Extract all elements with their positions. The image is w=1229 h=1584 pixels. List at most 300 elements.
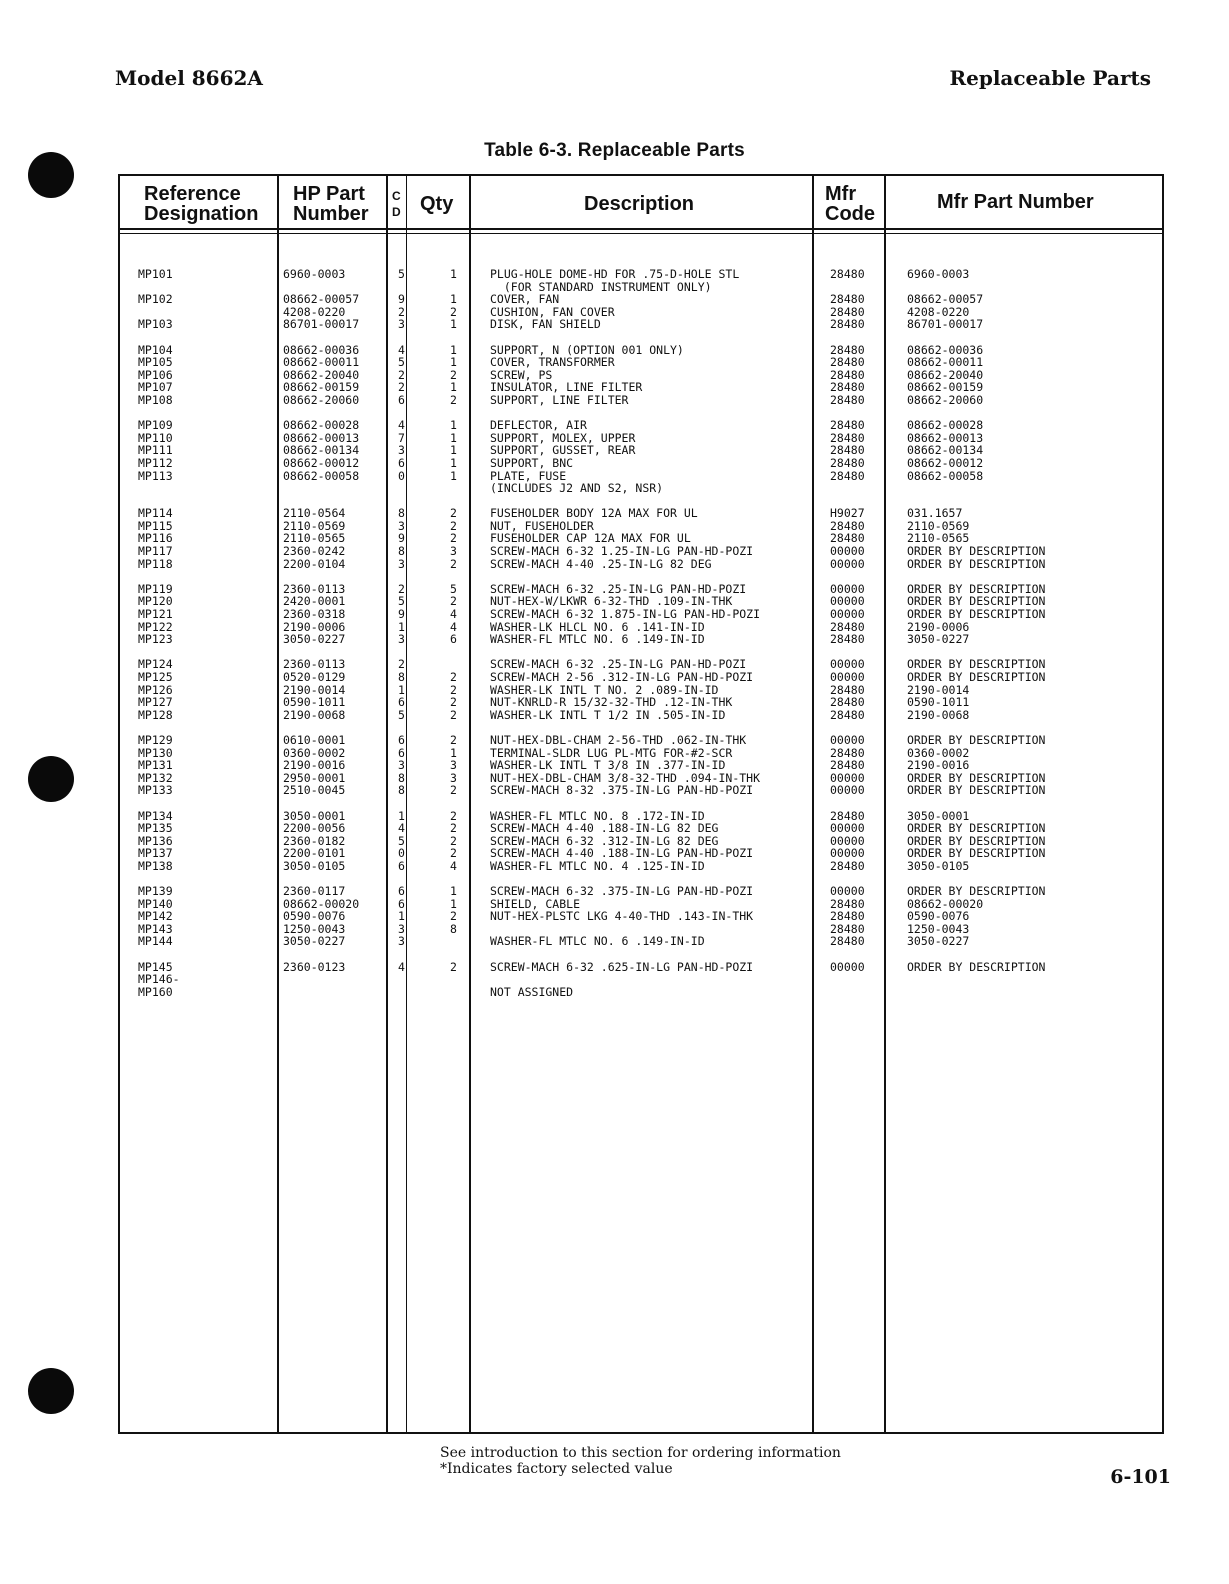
cell-mfr: 00000 — [830, 783, 865, 798]
cell-ref: MP135 — [138, 821, 173, 836]
cell-ref: MP143 — [138, 921, 173, 936]
cell-mfr: 00000 — [830, 670, 865, 684]
cell-mpn: 08662-00159 — [907, 380, 984, 395]
cell-desc: SCREW-MACH 8-32 .375-IN-LG PAN-HD-POZI — [490, 783, 754, 798]
cell-ref: MP104 — [138, 342, 173, 357]
cell-mpn: ORDER BY DESCRIPTION — [907, 770, 1046, 785]
parts-table — [118, 174, 1164, 1434]
table-row — [120, 281, 1166, 294]
cell-qty: 2 — [450, 594, 457, 609]
cell-cd: 6 — [398, 896, 405, 911]
cell-mfr: 28480 — [830, 267, 865, 281]
cell-ref: MP120 — [138, 594, 173, 609]
cell-cd: 9 — [398, 531, 405, 546]
cell-mpn: ORDER BY DESCRIPTION — [907, 821, 1046, 836]
cell-ref: MP144 — [138, 934, 173, 949]
cell-cd: 6 — [398, 392, 405, 407]
cell-mpn: 08662-20040 — [907, 367, 984, 382]
cell-cd: 8 — [398, 770, 405, 785]
cell-mpn: 3050-0105 — [907, 858, 970, 873]
cell-mfr: 28480 — [830, 430, 865, 445]
table-body — [120, 268, 1166, 998]
cell-mpn: 08662-00012 — [907, 455, 984, 470]
cell-mpn: ORDER BY DESCRIPTION — [907, 670, 1046, 684]
cell-desc: SUPPORT, BNC — [490, 455, 574, 470]
cell-mpn: ORDER BY DESCRIPTION — [907, 833, 1046, 848]
cell-desc: NUT-HEX-DBL-CHAM 3/8-32-THD .094-IN-THK — [490, 770, 761, 785]
cell-mfr: 00000 — [830, 833, 865, 848]
cell-mfr: 28480 — [830, 317, 865, 332]
cell-cd: 6 — [398, 745, 405, 760]
cell-hp: 3050-0227 — [283, 632, 346, 647]
cell-desc: WASHER-LK INTL T 3/8 IN .377-IN-ID — [490, 758, 726, 773]
cell-cd: 9 — [398, 607, 405, 622]
cell-hp: 08662-00020 — [283, 896, 360, 911]
cell-desc: DEFLECTOR, AIR — [490, 418, 587, 433]
cell-ref: MP118 — [138, 556, 173, 571]
cell-qty: 2 — [450, 732, 457, 747]
cell-mpn: 3050-0227 — [907, 632, 970, 647]
cell-cd: 2 — [398, 380, 405, 395]
cell-mfr: 00000 — [830, 607, 865, 622]
cell-cd: 4 — [398, 821, 405, 836]
table-row — [120, 444, 1166, 457]
cell-desc: SCREW-MACH 6-32 1.875-IN-LG PAN-HD-POZI — [490, 607, 761, 622]
cell-mpn: 2110-0565 — [907, 531, 970, 546]
cell-cd: 7 — [398, 430, 405, 445]
cell-hp: 2200-0056 — [283, 821, 346, 836]
cell-desc: SCREW-MACH 4-40 .188-IN-LG 82 DEG — [490, 821, 719, 836]
cell-ref: MP130 — [138, 745, 173, 760]
cell-qty: 1 — [450, 468, 457, 483]
cell-mfr: 28480 — [830, 695, 865, 710]
cell-qty: 2 — [450, 367, 457, 382]
cell-desc: WASHER-FL MTLC NO. 6 .149-IN-ID — [490, 934, 705, 949]
cell-ref: MP137 — [138, 846, 173, 861]
col-header-reference: Reference Designation — [144, 183, 259, 225]
cell-mpn: 2190-0006 — [907, 619, 970, 634]
cell-mfr: 28480 — [830, 934, 865, 949]
cell-hp: 6960-0003 — [283, 267, 346, 281]
cell-qty: 4 — [450, 858, 457, 873]
cell-mfr: 28480 — [830, 443, 865, 458]
cell-qty: 3 — [450, 770, 457, 785]
cell-cd: 4 — [398, 959, 405, 974]
cell-hp: 2510-0045 — [283, 783, 346, 798]
cell-qty: 6 — [450, 632, 457, 647]
cell-desc: NUT-HEX-DBL-CHAM 2-56-THD .062-IN-THK — [490, 732, 747, 747]
cell-desc: NOT ASSIGNED — [490, 984, 574, 999]
table-row — [120, 973, 1166, 986]
col-header-cd: C D — [392, 189, 401, 219]
cell-mpn: ORDER BY DESCRIPTION — [907, 959, 1046, 974]
cell-ref: MP101 — [138, 267, 173, 281]
cell-mfr: 28480 — [830, 707, 865, 722]
col-header-qty: Qty — [420, 193, 454, 215]
cell-cd: 1 — [398, 619, 405, 634]
cell-ref: MP146- — [138, 972, 180, 987]
cell-hp: 4208-0220 — [283, 304, 346, 319]
cell-desc: WASHER-FL MTLC NO. 8 .172-IN-ID — [490, 808, 705, 823]
cell-mpn: ORDER BY DESCRIPTION — [907, 544, 1046, 559]
cell-qty: 2 — [450, 506, 457, 521]
cell-cd: 1 — [398, 682, 405, 697]
cell-mpn: 08662-00013 — [907, 430, 984, 445]
cell-qty: 2 — [450, 682, 457, 697]
cell-cd: 3 — [398, 317, 405, 332]
cell-ref: MP126 — [138, 682, 173, 697]
cell-ref: MP117 — [138, 544, 173, 559]
cell-cd: 8 — [398, 544, 405, 559]
cell-ref: MP160 — [138, 984, 173, 999]
cell-mpn: 2190-0016 — [907, 758, 970, 773]
cell-qty: 1 — [450, 430, 457, 445]
cell-mfr: 28480 — [830, 418, 865, 433]
cell-qty: 2 — [450, 846, 457, 861]
cell-mfr: 28480 — [830, 921, 865, 936]
table-row — [120, 759, 1166, 772]
cell-ref: MP132 — [138, 770, 173, 785]
cell-hp: 2200-0104 — [283, 556, 346, 571]
cell-mpn: 2190-0068 — [907, 707, 970, 722]
cell-cd: 3 — [398, 443, 405, 458]
cell-hp: 08662-00057 — [283, 292, 360, 307]
cell-hp: 2420-0001 — [283, 594, 346, 609]
cell-desc: (FOR STANDARD INSTRUMENT ONLY) — [490, 279, 712, 294]
table-row — [120, 482, 1166, 495]
cell-qty: 5 — [450, 581, 457, 596]
cell-cd: 2 — [398, 657, 405, 672]
cell-qty: 1 — [450, 443, 457, 458]
cell-ref: MP134 — [138, 808, 173, 823]
binder-hole-1 — [28, 152, 74, 198]
cell-hp: 2360-0182 — [283, 833, 346, 848]
cell-mfr: 00000 — [830, 594, 865, 609]
cell-qty: 4 — [450, 619, 457, 634]
table-row — [120, 293, 1166, 306]
cell-desc: NUT-HEX-W/LKWR 6-32-THD .109-IN-THK — [490, 594, 733, 609]
cell-hp: 2360-0242 — [283, 544, 346, 559]
table-row — [120, 318, 1166, 331]
cell-ref: MP121 — [138, 607, 173, 622]
cell-cd: 5 — [398, 267, 405, 281]
cell-mpn: ORDER BY DESCRIPTION — [907, 884, 1046, 899]
cell-mpn: 86701-00017 — [907, 317, 984, 332]
cell-desc: WASHER-LK INTL T 1/2 IN .505-IN-ID — [490, 707, 726, 722]
table-row — [120, 457, 1166, 470]
cell-mfr: 28480 — [830, 367, 865, 382]
cell-desc: SCREW, PS — [490, 367, 553, 382]
cell-qty: 1 — [450, 380, 457, 395]
table-row — [120, 507, 1166, 520]
cell-mfr: 28480 — [830, 531, 865, 546]
table-row — [120, 784, 1166, 797]
cell-qty: 3 — [450, 758, 457, 773]
cell-mfr: 28480 — [830, 682, 865, 697]
cell-qty: 2 — [450, 304, 457, 319]
table-row — [120, 432, 1166, 445]
cell-qty: 1 — [450, 745, 457, 760]
cell-hp: 08662-00013 — [283, 430, 360, 445]
cell-cd: 3 — [398, 758, 405, 773]
cell-ref: MP125 — [138, 670, 173, 684]
cell-cd: 8 — [398, 783, 405, 798]
cell-mfr: 28480 — [830, 355, 865, 370]
cell-desc: SCREW-MACH 6-32 .625-IN-LG PAN-HD-POZI — [490, 959, 754, 974]
table-row — [120, 961, 1166, 974]
cell-mpn: 0360-0002 — [907, 745, 970, 760]
binder-hole-3 — [28, 1368, 74, 1414]
cell-mfr: 00000 — [830, 556, 865, 571]
cell-ref: MP110 — [138, 430, 173, 445]
cell-mpn: 08662-00020 — [907, 896, 984, 911]
cell-desc: SCREW-MACH 6-32 .25-IN-LG PAN-HD-POZI — [490, 657, 747, 672]
cell-hp: 2190-0014 — [283, 682, 346, 697]
cell-cd: 1 — [398, 808, 405, 823]
cell-qty: 2 — [450, 833, 457, 848]
table-row — [120, 268, 1166, 281]
table-row — [120, 986, 1166, 999]
cell-cd: 5 — [398, 707, 405, 722]
table-row — [120, 709, 1166, 722]
table-row — [120, 608, 1166, 621]
cell-desc: WASHER-FL MTLC NO. 4 .125-IN-ID — [490, 858, 705, 873]
cell-qty: 2 — [450, 808, 457, 823]
cell-hp: 08662-20040 — [283, 367, 360, 382]
cell-desc: WASHER-LK HLCL NO. 6 .141-IN-ID — [490, 619, 705, 634]
cell-desc: FUSEHOLDER CAP 12A MAX FOR UL — [490, 531, 691, 546]
cell-qty: 2 — [450, 531, 457, 546]
cell-qty: 1 — [450, 355, 457, 370]
cell-cd: 8 — [398, 506, 405, 521]
cell-desc: PLUG-HOLE DOME-HD FOR .75-D-HOLE STL — [490, 267, 740, 281]
cell-hp: 3050-0105 — [283, 858, 346, 873]
cell-mpn: ORDER BY DESCRIPTION — [907, 607, 1046, 622]
cell-mpn: 3050-0227 — [907, 934, 970, 949]
cell-mfr: 28480 — [830, 518, 865, 533]
cell-cd: 5 — [398, 355, 405, 370]
cell-hp: 08662-00058 — [283, 468, 360, 483]
cell-desc: COVER, TRANSFORMER — [490, 355, 615, 370]
cell-ref: MP105 — [138, 355, 173, 370]
cell-mfr: 00000 — [830, 959, 865, 974]
cell-hp: 2950-0001 — [283, 770, 346, 785]
cell-ref: MP139 — [138, 884, 173, 899]
cell-hp: 0520-0129 — [283, 670, 346, 684]
cell-cd: 2 — [398, 581, 405, 596]
table-row — [120, 910, 1166, 923]
cell-mpn: 1250-0043 — [907, 921, 970, 936]
cell-desc: WASHER-FL MTLC NO. 6 .149-IN-ID — [490, 632, 705, 647]
cell-mpn: 08662-00134 — [907, 443, 984, 458]
cell-cd: 6 — [398, 858, 405, 873]
cell-mfr: 28480 — [830, 392, 865, 407]
cell-desc: (INCLUDES J2 AND S2, NSR) — [490, 481, 664, 496]
cell-hp: 1250-0043 — [283, 921, 346, 936]
cell-cd: 0 — [398, 468, 405, 483]
cell-mfr: 28480 — [830, 858, 865, 873]
cell-qty: 1 — [450, 418, 457, 433]
cell-mfr: 28480 — [830, 468, 865, 483]
cell-mfr: 00000 — [830, 581, 865, 596]
cell-mpn: 08662-00028 — [907, 418, 984, 433]
cell-cd: 3 — [398, 934, 405, 949]
cell-mfr: 00000 — [830, 732, 865, 747]
cell-mfr: 28480 — [830, 292, 865, 307]
cell-ref: MP102 — [138, 292, 173, 307]
cell-mpn: 2110-0569 — [907, 518, 970, 533]
cell-ref: MP114 — [138, 506, 173, 521]
col-header-hp-part: HP Part Number — [293, 183, 369, 225]
cell-qty: 4 — [450, 607, 457, 622]
cell-hp: 2110-0565 — [283, 531, 346, 546]
cell-desc: SCREW-MACH 6-32 1.25-IN-LG PAN-HD-POZI — [490, 544, 754, 559]
cell-desc: DISK, FAN SHIELD — [490, 317, 601, 332]
cell-hp: 2190-0016 — [283, 758, 346, 773]
cell-mfr: 28480 — [830, 619, 865, 634]
cell-qty: 2 — [450, 707, 457, 722]
table-row — [120, 633, 1166, 646]
cell-hp: 0590-0076 — [283, 909, 346, 924]
cell-mfr: H9027 — [830, 506, 865, 521]
cell-ref: MP140 — [138, 896, 173, 911]
table-row — [120, 545, 1166, 558]
cell-cd: 5 — [398, 594, 405, 609]
cell-qty: 2 — [450, 959, 457, 974]
cell-cd: 3 — [398, 921, 405, 936]
page-number: 6-101 — [1110, 1466, 1171, 1488]
cell-hp: 2110-0569 — [283, 518, 346, 533]
cell-qty: 1 — [450, 342, 457, 357]
cell-qty: 2 — [450, 392, 457, 407]
cell-mfr: 28480 — [830, 808, 865, 823]
cell-desc: NUT, FUSEHOLDER — [490, 518, 594, 533]
page-header-left: Model 8662A — [115, 66, 263, 90]
table-row — [120, 822, 1166, 835]
cell-mfr: 28480 — [830, 342, 865, 357]
cell-desc: SUPPORT, N (OPTION 001 ONLY) — [490, 342, 684, 357]
cell-hp: 2360-0113 — [283, 581, 346, 596]
cell-desc: SCREW-MACH 4-40 .188-IN-LG PAN-HD-POZI — [490, 846, 754, 861]
cell-desc: SUPPORT, LINE FILTER — [490, 392, 629, 407]
cell-mfr: 00000 — [830, 770, 865, 785]
cell-mfr: 00000 — [830, 821, 865, 836]
cell-qty: 2 — [450, 821, 457, 836]
cell-cd: 6 — [398, 884, 405, 899]
cell-ref: MP138 — [138, 858, 173, 873]
cell-mfr: 28480 — [830, 896, 865, 911]
cell-cd: 6 — [398, 455, 405, 470]
cell-mpn: 031.1657 — [907, 506, 963, 521]
cell-hp: 08662-00011 — [283, 355, 360, 370]
cell-desc: TERMINAL-SLDR LUG PL-MTG FOR-#2-SCR — [490, 745, 733, 760]
cell-desc: WASHER-LK INTL T NO. 2 .089-IN-ID — [490, 682, 719, 697]
cell-desc: SCREW-MACH 4-40 .25-IN-LG 82 DEG — [490, 556, 712, 571]
cell-ref: MP116 — [138, 531, 173, 546]
cell-hp: 08662-00159 — [283, 380, 360, 395]
cell-mpn: 08662-00058 — [907, 468, 984, 483]
cell-qty: 3 — [450, 544, 457, 559]
cell-hp: 08662-00134 — [283, 443, 360, 458]
cell-cd: 3 — [398, 556, 405, 571]
cell-mpn: ORDER BY DESCRIPTION — [907, 783, 1046, 798]
cell-cd: 2 — [398, 304, 405, 319]
cell-qty: 8 — [450, 921, 457, 936]
cell-mpn: 0590-0076 — [907, 909, 970, 924]
cell-ref: MP123 — [138, 632, 173, 647]
cell-hp: 08662-00028 — [283, 418, 360, 433]
cell-hp: 0610-0001 — [283, 732, 346, 747]
cell-ref: MP131 — [138, 758, 173, 773]
cell-qty: 1 — [450, 896, 457, 911]
cell-desc: NUT-KNRLD-R 15/32-32-THD .12-IN-THK — [490, 695, 733, 710]
cell-desc: NUT-HEX-PLSTC LKG 4-40-THD .143-IN-THK — [490, 909, 754, 924]
page-header-right: Replaceable Parts — [949, 66, 1151, 90]
cell-hp: 2360-0117 — [283, 884, 346, 899]
cell-mpn: ORDER BY DESCRIPTION — [907, 732, 1046, 747]
cell-hp: 08662-00012 — [283, 455, 360, 470]
cell-mfr: 00000 — [830, 657, 865, 672]
table-row — [120, 671, 1166, 684]
cell-hp: 0590-1011 — [283, 695, 346, 710]
cell-mpn: ORDER BY DESCRIPTION — [907, 594, 1046, 609]
cell-qty: 1 — [450, 455, 457, 470]
cell-desc: SCREW-MACH 6-32 .312-IN-LG 82 DEG — [490, 833, 719, 848]
cell-mfr: 28480 — [830, 745, 865, 760]
cell-mpn: 0590-1011 — [907, 695, 970, 710]
cell-mpn: 08662-00011 — [907, 355, 984, 370]
col-header-description: Description — [584, 193, 695, 215]
cell-qty: 1 — [450, 292, 457, 307]
cell-cd: 9 — [398, 292, 405, 307]
cell-mfr: 00000 — [830, 544, 865, 559]
cell-ref: MP128 — [138, 707, 173, 722]
cell-cd: 8 — [398, 670, 405, 684]
cell-mpn: ORDER BY DESCRIPTION — [907, 556, 1046, 571]
cell-qty: 2 — [450, 556, 457, 571]
cell-ref: MP108 — [138, 392, 173, 407]
cell-mpn: 2190-0014 — [907, 682, 970, 697]
cell-cd: 4 — [398, 342, 405, 357]
cell-desc: CUSHION, FAN COVER — [490, 304, 615, 319]
table-row — [120, 558, 1166, 571]
cell-hp: 2110-0564 — [283, 506, 346, 521]
cell-qty: 1 — [450, 884, 457, 899]
cell-mfr: 28480 — [830, 380, 865, 395]
cell-mpn: 4208-0220 — [907, 304, 970, 319]
table-row — [120, 419, 1166, 432]
cell-ref: MP127 — [138, 695, 173, 710]
cell-ref: MP113 — [138, 468, 173, 483]
cell-hp: 2190-0068 — [283, 707, 346, 722]
footer-note: See introduction to this section for ordering information *Indicates factory selected value — [440, 1445, 841, 1477]
cell-qty: 2 — [450, 783, 457, 798]
cell-mpn: 08662-20060 — [907, 392, 984, 407]
cell-mpn: ORDER BY DESCRIPTION — [907, 846, 1046, 861]
table-row — [120, 381, 1166, 394]
cell-hp: 2200-0101 — [283, 846, 346, 861]
cell-cd: 6 — [398, 695, 405, 710]
cell-ref: MP111 — [138, 443, 173, 458]
cell-mfr: 28480 — [830, 455, 865, 470]
cell-ref: MP115 — [138, 518, 173, 533]
table-row — [120, 860, 1166, 873]
cell-ref: MP145 — [138, 959, 173, 974]
cell-desc: SCREW-MACH 6-32 .25-IN-LG PAN-HD-POZI — [490, 581, 747, 596]
cell-mfr: 00000 — [830, 884, 865, 899]
cell-hp: 2190-0006 — [283, 619, 346, 634]
table-row — [120, 935, 1166, 948]
